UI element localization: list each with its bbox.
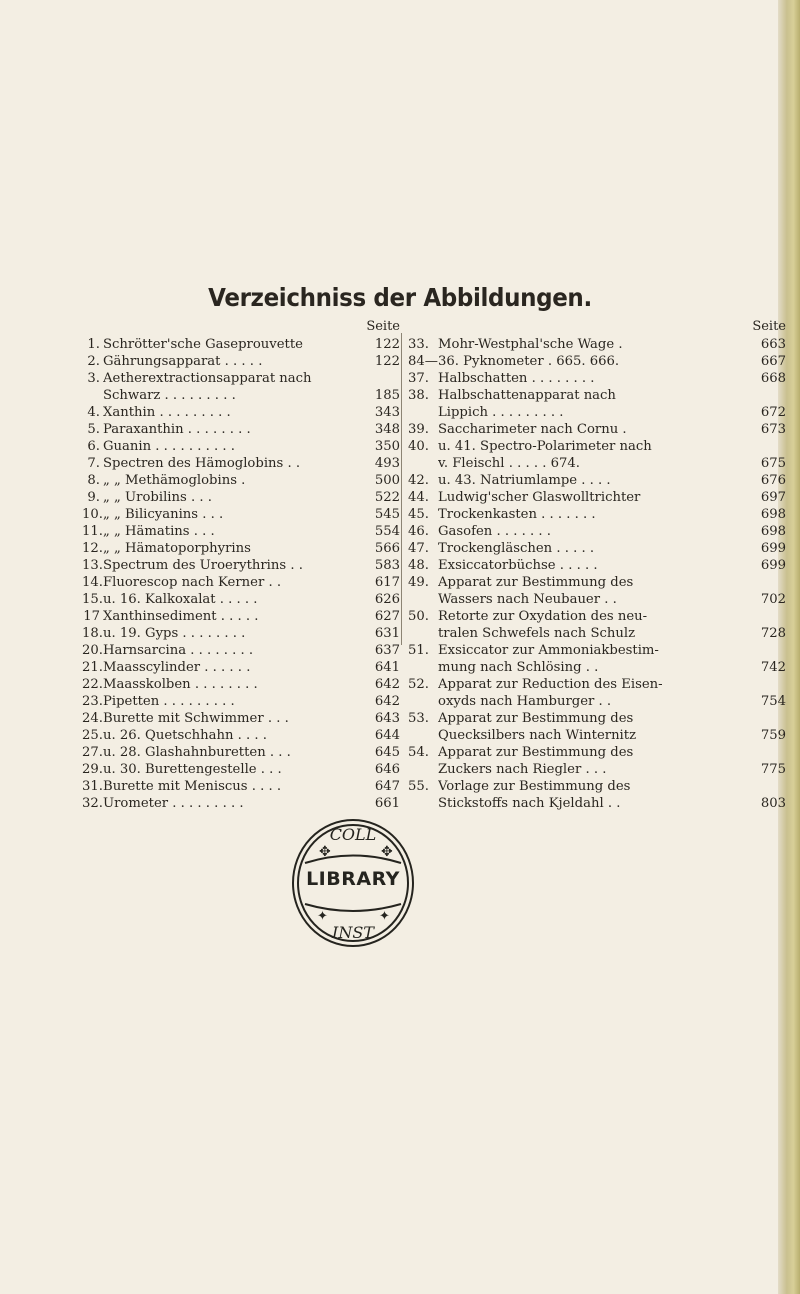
- entry-page-number: 667: [760, 354, 786, 369]
- toc-entry: [82, 761, 400, 778]
- entry-line: oxyds nach Hamburger . .: [438, 694, 612, 709]
- entry-line: Schwarz . . . . . . . . .: [103, 388, 236, 403]
- svg-text:COLL: COLL: [329, 825, 377, 844]
- toc-entry: [408, 710, 786, 744]
- entry-page-number: 545: [374, 507, 400, 522]
- library-stamp: [283, 808, 423, 958]
- entry-line: Apparat zur Bestimmung des: [438, 711, 634, 726]
- entry-line: Lippich . . . . . . . . .: [438, 405, 564, 420]
- entry-number: 32.: [82, 796, 103, 811]
- entry-text: [103, 693, 358, 710]
- entry-text: [103, 523, 358, 540]
- entry-number: 2.: [87, 354, 100, 369]
- entry-number: 21.: [82, 660, 103, 675]
- entry-number: 50.: [408, 609, 429, 624]
- entry-line: Gasofen . . . . . . .: [438, 524, 551, 539]
- entry-text: [103, 591, 358, 608]
- entry-line: Maasscylinder . . . . . .: [103, 660, 251, 675]
- entry-page-number: 698: [760, 524, 786, 539]
- entry-text: [103, 455, 358, 472]
- entry-line: Exsiccatorbüchse . . . . .: [438, 558, 598, 573]
- entry-line: Harnsarcina . . . . . . . .: [103, 643, 254, 658]
- entry-page-number: 754: [760, 694, 786, 709]
- entry-text: [438, 778, 744, 812]
- toc-entry: [408, 489, 786, 506]
- entry-text: [438, 574, 744, 608]
- entry-line: Exsiccator zur Ammoniakbestim-: [438, 643, 659, 658]
- entry-number: 23.: [82, 694, 103, 709]
- entry-line: Ludwig'scher Glaswolltrichter: [438, 490, 641, 505]
- toc-entry: [408, 744, 786, 778]
- entry-line: Retorte zur Oxydation des neu-: [438, 609, 648, 624]
- entry-line: Apparat zur Bestimmung des: [438, 745, 634, 760]
- entry-number: 40.: [408, 439, 429, 454]
- entry-line: Apparat zur Bestimmung des: [438, 575, 634, 590]
- entry-number: 20.: [82, 643, 103, 658]
- entry-line: v. Fleischl . . . . . 674.: [438, 456, 580, 471]
- entry-page-number: 676: [760, 473, 786, 488]
- entry-page-number: 702: [760, 592, 786, 607]
- entry-text: [103, 421, 358, 438]
- toc-entry: [408, 387, 786, 421]
- entry-line: Spectrum des Uroerythrins . .: [103, 558, 303, 573]
- entry-page-number: 728: [760, 626, 786, 641]
- entry-page-number: 122: [374, 354, 400, 369]
- entry-number: 31.: [82, 779, 103, 794]
- entry-line: u. 16. Kalkoxalat . . . . .: [103, 592, 258, 607]
- entry-page-number: 698: [760, 507, 786, 522]
- entry-text: [103, 506, 358, 523]
- toc-entry: [82, 608, 400, 625]
- entry-number: 39.: [408, 422, 429, 437]
- entry-number: 24.: [82, 711, 103, 726]
- seite-header: Seite: [752, 319, 786, 334]
- toc-entry: [82, 336, 400, 353]
- entry-text: [438, 710, 744, 744]
- entry-page-number: 641: [374, 660, 400, 675]
- entry-text: [103, 761, 358, 778]
- entry-line: „ „ Hämatoporphyrins: [103, 541, 251, 556]
- entry-number: 11.: [82, 524, 103, 539]
- entry-number: 49.: [408, 575, 429, 590]
- entry-text: [438, 523, 744, 540]
- entry-page-number: 348: [374, 422, 400, 437]
- entry-line: Guanin . . . . . . . . . .: [103, 439, 235, 454]
- entry-number: 46.: [408, 524, 429, 539]
- toc-entry: [408, 421, 786, 438]
- entry-page-number: 663: [760, 337, 786, 352]
- entry-line: u. 26. Quetschhahn . . . .: [103, 728, 267, 743]
- entry-line: Wassers nach Neubauer . .: [438, 592, 617, 607]
- svg-text:✥: ✥: [381, 844, 393, 860]
- entry-page-number: 350: [374, 439, 400, 454]
- entry-line: „ „ Hämatins . . .: [103, 524, 215, 539]
- entry-line: u. 30. Burettengestelle . . .: [103, 762, 282, 777]
- entry-text: [438, 489, 744, 506]
- entry-page-number: 668: [760, 371, 786, 386]
- entry-line: Paraxanthin . . . . . . . .: [103, 422, 251, 437]
- toc-entry: [408, 438, 786, 472]
- entry-number: 7.: [87, 456, 100, 471]
- entry-number: 51.: [408, 643, 429, 658]
- svg-text:INST: INST: [332, 923, 374, 942]
- entry-page-number: 500: [374, 473, 400, 488]
- entry-page-number: 775: [760, 762, 786, 777]
- toc-entry: [408, 676, 786, 710]
- entry-text: [103, 727, 358, 744]
- entry-number: 38.: [408, 388, 429, 403]
- entry-text: [103, 642, 358, 659]
- entry-number: 3.: [87, 371, 100, 386]
- toc-entry: [82, 523, 400, 540]
- entry-text: [438, 438, 744, 472]
- page-title: Verzeichniss der Abbildungen.: [208, 283, 592, 312]
- entry-line: Gährungsapparat . . . . .: [103, 354, 263, 369]
- entry-line: 36. Pyknometer . 665. 666.: [438, 354, 620, 369]
- entry-number: 13.: [82, 558, 103, 573]
- entry-text: [103, 489, 358, 506]
- entry-text: [103, 608, 358, 625]
- entry-page-number: 617: [374, 575, 400, 590]
- toc-entry: [82, 693, 400, 710]
- entry-line: „ „ Urobilins . . .: [103, 490, 212, 505]
- entry-text: [438, 744, 744, 778]
- entry-text: [103, 676, 358, 693]
- entry-text: [103, 557, 358, 574]
- entry-line: Trockenkasten . . . . . . .: [438, 507, 596, 522]
- seite-header: Seite: [366, 319, 400, 334]
- entry-text: [103, 659, 358, 676]
- toc-entry: [408, 370, 786, 387]
- entry-line: Maasskolben . . . . . . . .: [103, 677, 258, 692]
- entry-line: Quecksilbers nach Winternitz: [438, 728, 637, 743]
- entry-text: [438, 642, 744, 676]
- entry-text: [438, 676, 744, 710]
- entry-page-number: 627: [374, 609, 400, 624]
- entry-line: Apparat zur Reduction des Eisen-: [438, 677, 663, 692]
- entry-number: 4.: [87, 405, 100, 420]
- entry-number: 12.: [82, 541, 103, 556]
- entry-page-number: 493: [374, 456, 400, 471]
- toc-entry: [408, 336, 786, 353]
- entry-text: [438, 608, 744, 642]
- entry-line: Trockengläschen . . . . .: [438, 541, 595, 556]
- entry-number: 5.: [87, 422, 100, 437]
- toc-entry: [82, 438, 400, 455]
- entry-page-number: 642: [374, 677, 400, 692]
- toc-entry: [82, 557, 400, 574]
- entry-text: [438, 557, 744, 574]
- entry-number: 84—: [408, 354, 438, 369]
- entry-line: Halbschatten . . . . . . . .: [438, 371, 595, 386]
- entry-line: u. 41. Spectro-Polarimeter nach: [438, 439, 652, 454]
- toc-entry: [82, 472, 400, 489]
- entry-page-number: 522: [374, 490, 400, 505]
- entry-line: Saccharimeter nach Cornu .: [438, 422, 627, 437]
- stamp-label: LIBRARY: [306, 868, 400, 890]
- entry-number: 37.: [408, 371, 429, 386]
- entry-line: Mohr-Westphal'sche Wage .: [438, 337, 623, 352]
- entry-number: 14.: [82, 575, 103, 590]
- entry-text: [438, 540, 744, 557]
- entry-text: [103, 404, 358, 421]
- entry-text: [438, 336, 744, 353]
- entry-number: 15.: [82, 592, 103, 607]
- entry-line: Xanthin . . . . . . . . .: [103, 405, 231, 420]
- entry-text: [103, 710, 358, 727]
- toc-entry: [408, 642, 786, 676]
- entry-page-number: 631: [374, 626, 400, 641]
- entry-page-number: 672: [760, 405, 786, 420]
- column-divider: [401, 333, 402, 645]
- entry-number: 9.: [87, 490, 100, 505]
- toc-entry: [82, 727, 400, 744]
- entry-page-number: 644: [374, 728, 400, 743]
- entry-line: „ „ Methämoglobins .: [103, 473, 246, 488]
- entry-line: Fluorescop nach Kerner . .: [103, 575, 282, 590]
- entry-page-number: 697: [760, 490, 786, 505]
- toc-entry: [408, 557, 786, 574]
- entry-page-number: 645: [374, 745, 400, 760]
- entry-line: Burette mit Meniscus . . . .: [103, 779, 282, 794]
- entry-page-number: 583: [374, 558, 400, 573]
- entry-page-number: 699: [760, 558, 786, 573]
- svg-text:✦: ✦: [379, 909, 390, 924]
- svg-text:✥: ✥: [319, 844, 331, 860]
- entry-page-number: 643: [374, 711, 400, 726]
- entry-page-number: 642: [374, 694, 400, 709]
- entry-line: Xanthinsediment . . . . .: [103, 609, 259, 624]
- toc-entry: [82, 659, 400, 676]
- entry-page-number: 803: [760, 796, 786, 811]
- entry-page-number: 554: [374, 524, 400, 539]
- entry-page-number: 646: [374, 762, 400, 777]
- entry-number: 42.: [408, 473, 429, 488]
- entry-page-number: 566: [374, 541, 400, 556]
- toc-entry: [82, 625, 400, 642]
- entry-line: „ „ Bilicyanins . . .: [103, 507, 224, 522]
- toc-entry: [82, 778, 400, 795]
- entry-text: [103, 744, 358, 761]
- toc-entry: [82, 574, 400, 591]
- entry-number: 44.: [408, 490, 429, 505]
- toc-entry: [82, 404, 400, 421]
- entry-line: mung nach Schlösing . .: [438, 660, 599, 675]
- entry-text: [438, 506, 744, 523]
- entry-number: 55.: [408, 779, 429, 794]
- entry-page-number: 626: [374, 592, 400, 607]
- entry-text: [103, 370, 358, 404]
- right-column: [408, 318, 786, 812]
- entry-number: 25.: [82, 728, 103, 743]
- svg-text:✦: ✦: [317, 909, 328, 924]
- toc-entry: [408, 608, 786, 642]
- toc-entry: [408, 506, 786, 523]
- entry-list: [82, 336, 400, 812]
- entry-number: 45.: [408, 507, 429, 522]
- entry-number: 54.: [408, 745, 429, 760]
- entry-text: [438, 421, 744, 438]
- entry-number: 47.: [408, 541, 429, 556]
- toc-entry: [408, 574, 786, 608]
- entry-number: 53.: [408, 711, 429, 726]
- entry-line: Stickstoffs nach Kjeldahl . .: [438, 796, 621, 811]
- entry-page-number: 675: [760, 456, 786, 471]
- toc-entry: [408, 778, 786, 812]
- entry-line: Aetherextractionsapparat nach: [103, 371, 312, 386]
- entry-line: Zuckers nach Riegler . . .: [438, 762, 607, 777]
- entry-line: tralen Schwefels nach Schulz: [438, 626, 636, 641]
- entry-number: 27.: [82, 745, 103, 760]
- entry-text: [103, 574, 358, 591]
- entry-page-number: 122: [374, 337, 400, 352]
- entry-page-number: 343: [374, 405, 400, 420]
- entry-number: 22.: [82, 677, 103, 692]
- entry-number: 52.: [408, 677, 429, 692]
- entry-number: 8.: [87, 473, 100, 488]
- toc-entry: [82, 710, 400, 727]
- entry-text: [438, 387, 744, 421]
- entry-line: u. 28. Glashahnburetten . . .: [103, 745, 291, 760]
- toc-entry: [82, 506, 400, 523]
- entry-page-number: 637: [374, 643, 400, 658]
- entry-page-number: 661: [374, 796, 400, 811]
- entry-line: Schrötter'sche Gaseprouvette: [103, 337, 303, 352]
- entry-text: [103, 336, 358, 353]
- entry-text: [103, 778, 358, 795]
- entry-number: 29.: [82, 762, 103, 777]
- entry-page-number: 742: [760, 660, 786, 675]
- toc-entry: [408, 540, 786, 557]
- entry-number: 48.: [408, 558, 429, 573]
- entry-page-number: 673: [760, 422, 786, 437]
- toc-entry: [82, 455, 400, 472]
- toc-entry: [82, 370, 400, 404]
- entry-number: 10.: [82, 507, 103, 522]
- entry-line: Spectren des Hämoglobins . .: [103, 456, 301, 471]
- left-column: [82, 318, 400, 812]
- entry-text: [438, 353, 744, 370]
- entry-text: [103, 625, 358, 642]
- entry-number: 17: [83, 609, 100, 624]
- entry-text: [103, 472, 358, 489]
- entry-number: 18.: [82, 626, 103, 641]
- entry-line: Urometer . . . . . . . . .: [103, 796, 244, 811]
- entry-line: Pipetten . . . . . . . . .: [103, 694, 235, 709]
- toc-entry: [82, 642, 400, 659]
- entry-text: [103, 353, 358, 370]
- toc-entry: [82, 744, 400, 761]
- entry-number: 1.: [87, 337, 100, 352]
- entry-page-number: 699: [760, 541, 786, 556]
- entry-text: [438, 370, 744, 387]
- entry-text: [103, 540, 358, 557]
- toc-entry: [408, 353, 786, 370]
- entry-line: Halbschattenapparat nach: [438, 388, 616, 403]
- entry-line: u. 43. Natriumlampe . . . .: [438, 473, 611, 488]
- toc-entry: [82, 353, 400, 370]
- entry-line: u. 19. Gyps . . . . . . . .: [103, 626, 246, 641]
- entry-line: Burette mit Schwimmer . . .: [103, 711, 289, 726]
- toc-entry: [408, 472, 786, 489]
- toc-entry: [82, 676, 400, 693]
- entry-line: Vorlage zur Bestimmung des: [438, 779, 631, 794]
- entry-page-number: 759: [760, 728, 786, 743]
- toc-entry: [82, 421, 400, 438]
- entry-number: 6.: [87, 439, 100, 454]
- entry-text: [438, 472, 744, 489]
- toc-entry: [82, 540, 400, 557]
- entry-page-number: 185: [374, 388, 400, 403]
- toc-entry: [82, 489, 400, 506]
- toc-entry: [82, 591, 400, 608]
- entry-number: 33.: [408, 337, 429, 352]
- entry-text: [103, 438, 358, 455]
- toc-entry: [408, 523, 786, 540]
- entry-page-number: 647: [374, 779, 400, 794]
- entry-list: [408, 336, 786, 812]
